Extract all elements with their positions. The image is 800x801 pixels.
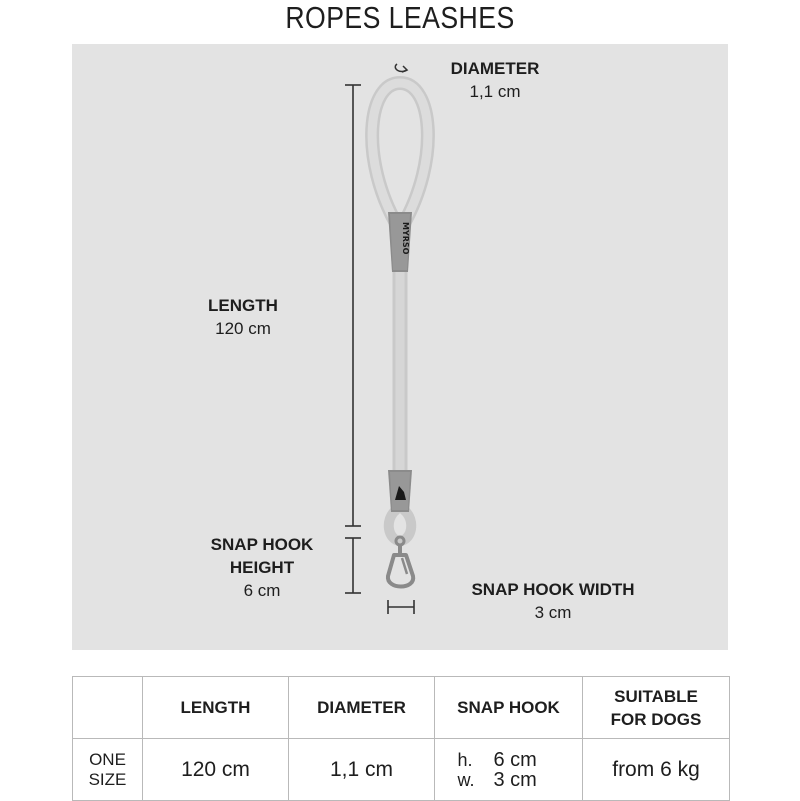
table-header-row xyxy=(73,677,730,739)
cell-diameter: 1,1 cm xyxy=(289,739,435,801)
hook-width-label: SNAP HOOK WIDTH 3 cm xyxy=(471,580,635,622)
cell-size: ONE SIZE xyxy=(73,739,143,801)
length-label: LENGTH 120 cm xyxy=(208,296,278,338)
cell-length: 120 cm xyxy=(143,739,289,801)
hook-width-dimension-line xyxy=(388,600,414,614)
hook-height-label: SNAP HOOK HEIGHT 6 cm xyxy=(210,535,314,600)
diameter-label: DIAMETER 1,1 cm xyxy=(450,59,540,101)
cell-suitable: from 6 kg xyxy=(583,739,730,801)
page-title: ROPES LEASHES xyxy=(285,0,515,35)
table-row xyxy=(73,739,730,801)
header-suitable: SUITABLE FOR DOGS xyxy=(583,677,730,739)
snap-hook xyxy=(388,537,413,587)
length-dimension-line xyxy=(345,85,361,526)
upper-sleeve xyxy=(388,212,412,272)
rotation-arrow-icon xyxy=(395,64,407,72)
header-diameter: DIAMETER xyxy=(289,677,435,739)
brand-mark: MYRSO xyxy=(401,222,410,255)
cell-snap-hook: h. 6 cm w. 3 cm xyxy=(435,739,583,801)
spec-table xyxy=(72,676,730,801)
header-length: LENGTH xyxy=(143,677,289,739)
header-snap-hook: SNAP HOOK xyxy=(435,677,583,739)
header-empty xyxy=(73,677,143,739)
lower-sleeve xyxy=(388,470,412,512)
hook-height-dimension-line xyxy=(345,538,361,593)
